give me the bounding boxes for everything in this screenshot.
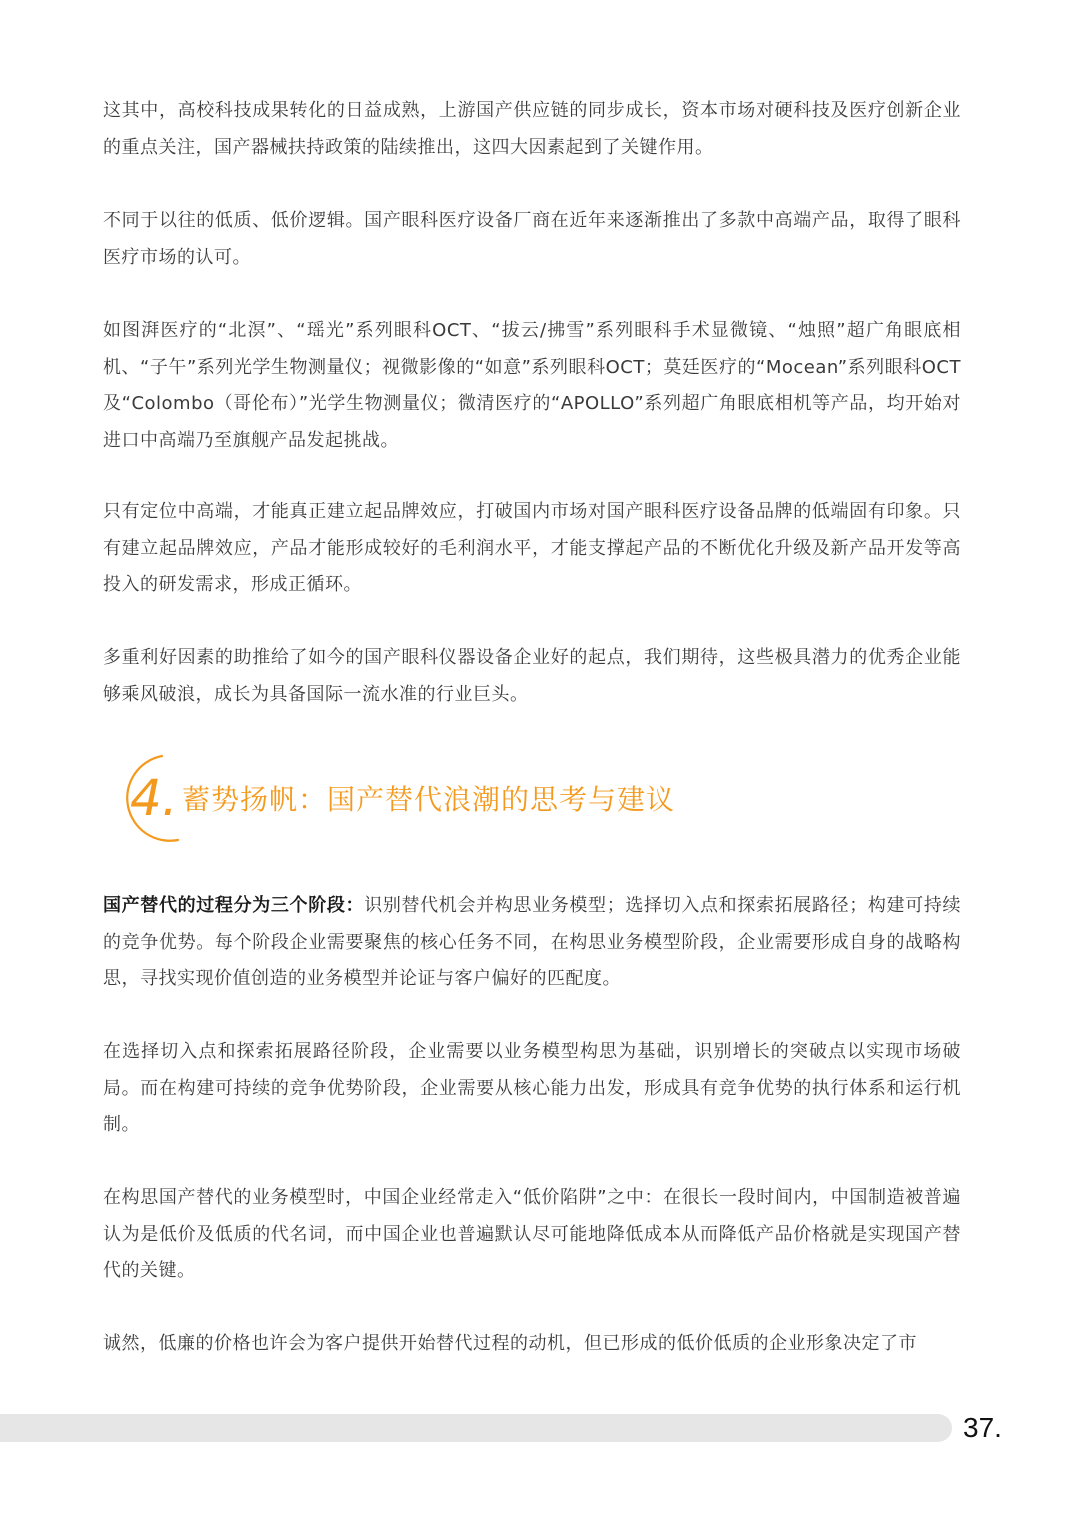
section-heading <box>100 752 800 847</box>
section-number: 4. <box>130 769 178 827</box>
page-number: 37. <box>963 1412 1002 1443</box>
paragraph-6 <box>103 888 961 998</box>
paragraph-4: 只有定位中高端，才能真正建立起品牌效应，打破国内市场对国产眼科医疗设备品牌的低端固有印象。只有建立起品牌效应，产品才能形成较好的毛利润水平，才能支撑起产品的不断优化升级及新产品开发等高投入的研发需求，形成正循环。 <box>103 501 961 595</box>
paragraph-1: 这其中，高校科技成果转化的日益成熟，上游国产供应链的同步成长，资本市场对硬科技及医疗创新企业的重点关注，国产器械扶持政策的陆续推出，这四大因素起到了关键作用。 <box>103 100 961 158</box>
paragraph-6-body: 识别替代机会并构思业务模型；选择切入点和探索拓展路径；构建可持续的竞争优势。每个阶段企业需要聚焦的核心任务不同，在构思业务模型阶段，企业需要形成自身的战略构思，寻找实现价值创造的业务模型并论证与客户偏好的匹配度。 <box>103 895 962 989</box>
paragraph-7: 在选择切入点和探索拓展路径阶段，企业需要以业务模型构思为基础，识别增长的突破点以实现市场破局。而在构建可持续的竞争优势阶段，企业需要从核心能力出发，形成具有竞争优势的执行体系和运行机制。 <box>103 1041 961 1135</box>
paragraph-8: 在构思国产替代的业务模型时，中国企业经常走入“低价陷阱”之中：在很长一段时间内，中国制造被普遍认为是低价及低质的代名词，而中国企业也普遍默认尽可能地降低成本从而降低产品价格就是实现国产替代的关键。 <box>103 1187 961 1281</box>
footer-bar <box>0 1414 952 1442</box>
paragraph-3: 如图湃医疗的“北溟”、“瑶光”系列眼科OCT、“拔云/拂雪”系列眼科手术显微镜、“烛照”超广角眼底相机、“子午”系列光学生物测量仪；视微影像的“如意”系列眼科OCT；莫廷医疗的“Mocean”系列眼科OCT及“Colombo（哥伦布）”光学生物测量仪；微清医疗的“APOLLO”系列超广角眼底相机等产品，均开始对进口中高端乃至旗舰产品发起挑战。 <box>103 320 961 451</box>
section-title: 蓄势扬帆：国产替代浪潮的思考与建议 <box>182 783 676 816</box>
paragraph-2: 不同于以往的低质、低价逻辑。国产眼科医疗设备厂商在近年来逐渐推出了多款中高端产品，取得了眼科医疗市场的认可。 <box>103 210 961 268</box>
paragraph-9: 诚然，低廉的价格也许会为客户提供开始替代过程的动机，但已形成的低价低质的企业形象决定了市 <box>103 1333 917 1354</box>
paragraph-5: 多重利好因素的助推给了如今的国产眼科仪器设备企业好的起点，我们期待，这些极具潜力的优秀企业能够乘风破浪，成长为具备国际一流水准的行业巨头。 <box>103 647 961 705</box>
paragraph-6-lead: 国产替代的过程分为三个阶段： <box>103 895 365 916</box>
